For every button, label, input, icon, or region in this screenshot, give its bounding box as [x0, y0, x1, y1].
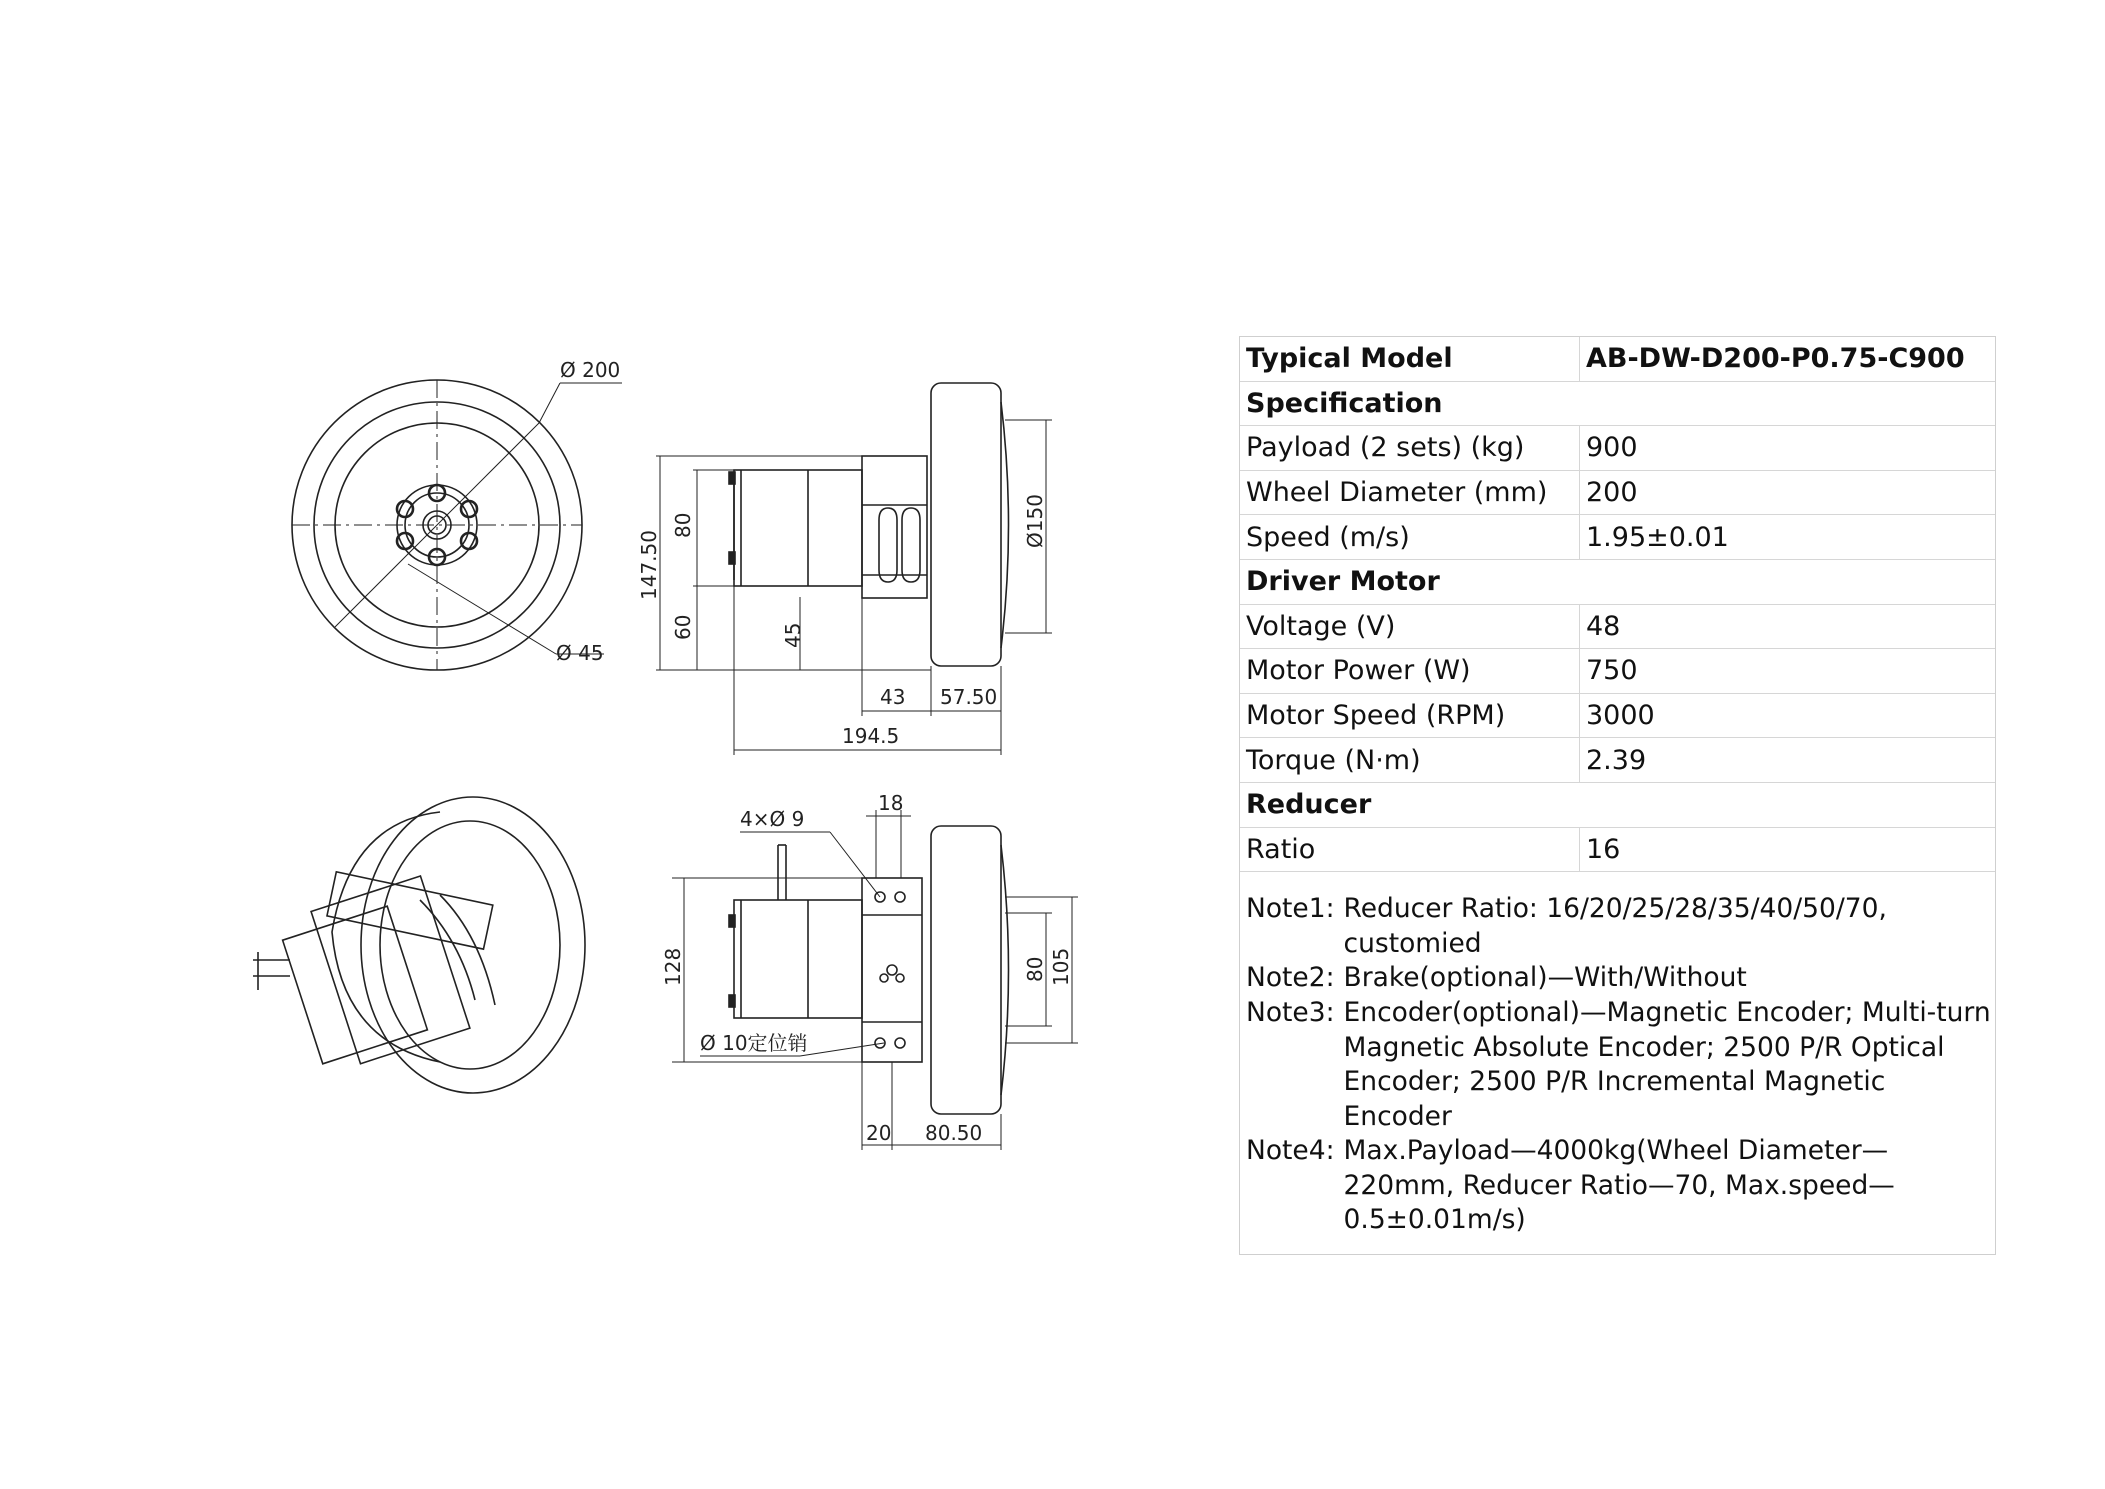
- ratio-label: Ratio: [1240, 827, 1580, 872]
- note-2-text: Brake(optional)—With/Without: [1343, 962, 1747, 994]
- table-row: [1240, 426, 1995, 471]
- dim-height-105: 105: [1049, 947, 1073, 986]
- payload-label: Payload (2 sets) (kg): [1240, 426, 1580, 471]
- motor-power-value: 750: [1580, 649, 1996, 694]
- model-label: Typical Model: [1240, 337, 1580, 381]
- dim-diameter-45: Ø 45: [556, 641, 604, 665]
- table-row: [1240, 515, 1995, 560]
- dim-height-80-bottom: 80: [1023, 956, 1047, 982]
- payload-value: 900: [1580, 426, 1996, 471]
- section-driver-motor-label: Driver Motor: [1240, 559, 1995, 604]
- note-2: [1246, 961, 1995, 996]
- note-3-text: Encoder(optional)—Magnetic Encoder; Multi-turn Magnetic Absolute Encoder; 2500 P/R Optical Encoder; 2500 P/R Incremental Magnetic Encoder: [1343, 996, 1991, 1132]
- table-row: [1240, 470, 1995, 515]
- section-reducer: [1240, 782, 1995, 827]
- table-row: [1240, 738, 1995, 783]
- voltage-label: Voltage (V): [1240, 604, 1580, 649]
- note-3-label: Note3:: [1246, 996, 1335, 1028]
- dim-holes: 4×Ø 9: [740, 807, 805, 831]
- section-driver-motor: [1240, 559, 1995, 604]
- notes-block: [1240, 872, 1995, 1254]
- section-specification-label: Specification: [1240, 381, 1995, 426]
- wheel-front-view: [292, 380, 622, 670]
- torque-value: 2.39: [1580, 738, 1996, 783]
- dim-width-80-50: 80.50: [925, 1121, 983, 1145]
- ratio-value: 16: [1580, 827, 1996, 872]
- wheel-diameter-value: 200: [1580, 470, 1996, 515]
- wheel-isometric-view: [253, 797, 585, 1093]
- dim-width-20: 20: [866, 1121, 892, 1145]
- dim-height-128: 128: [661, 947, 685, 986]
- spec-table: [1240, 337, 1995, 872]
- dim-height-60: 60: [671, 614, 695, 640]
- motor-power-label: Motor Power (W): [1240, 649, 1580, 694]
- model-value: AB-DW-D200-P0.75-C900: [1580, 337, 1996, 381]
- table-row-model: [1240, 337, 1995, 381]
- voltage-value: 48: [1580, 604, 1996, 649]
- dim-diameter-200: Ø 200: [560, 358, 621, 382]
- dim-diameter-150: Ø150: [1023, 494, 1047, 548]
- note-1-text: Reducer Ratio: 16/20/25/28/35/40/50/70, customied: [1343, 893, 1887, 959]
- torque-label: Torque (N·m): [1240, 738, 1580, 783]
- table-row: [1240, 604, 1995, 649]
- table-row: [1240, 693, 1995, 738]
- dim-height-80-top: 80: [671, 512, 695, 538]
- note-4-text: Max.Payload—4000kg(Wheel Diameter—220mm, Reducer Ratio—70, Max.speed—0.5±0.01m/s): [1343, 1135, 1895, 1236]
- speed-value: 1.95±0.01: [1580, 515, 1996, 560]
- note-1-label: Note1:: [1246, 893, 1335, 925]
- section-reducer-label: Reducer: [1240, 782, 1995, 827]
- dim-height-45: 45: [781, 622, 805, 648]
- dim-width-194-5: 194.5: [842, 724, 900, 748]
- wheel-diameter-label: Wheel Diameter (mm): [1240, 470, 1580, 515]
- dim-locating-pin: Ø 10定位销: [700, 1031, 808, 1055]
- spec-table-panel: [1239, 336, 1996, 1255]
- wheel-bottom-view: [672, 810, 1078, 1150]
- motor-speed-label: Motor Speed (RPM): [1240, 693, 1580, 738]
- table-row: [1240, 827, 1995, 872]
- dim-height-147-50: 147.50: [637, 530, 661, 600]
- note-2-label: Note2:: [1246, 962, 1335, 994]
- speed-label: Speed (m/s): [1240, 515, 1580, 560]
- note-3: [1246, 996, 1995, 1134]
- note-1: [1246, 892, 1995, 961]
- note-4-label: Note4:: [1246, 1135, 1335, 1167]
- dim-width-18: 18: [878, 791, 904, 815]
- motor-speed-value: 3000: [1580, 693, 1996, 738]
- note-4: [1246, 1134, 1995, 1238]
- dim-width-57-50: 57.50: [940, 685, 998, 709]
- section-specification: [1240, 381, 1995, 426]
- table-row: [1240, 649, 1995, 694]
- dim-width-43: 43: [880, 685, 906, 709]
